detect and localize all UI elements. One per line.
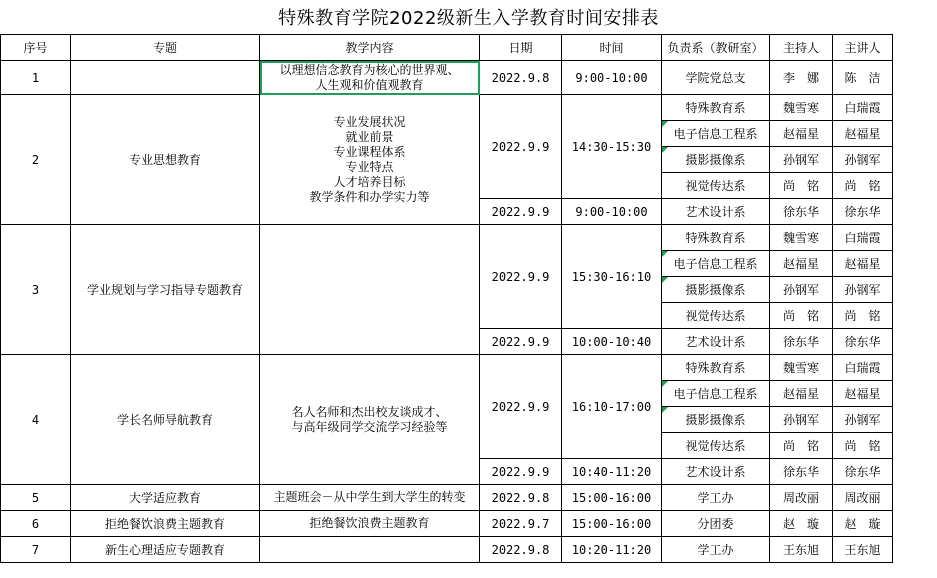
row-number-cell[interactable]: 1 <box>1 61 71 95</box>
host-cell[interactable]: 赵 璇 <box>770 511 833 537</box>
dept-cell[interactable]: 艺术设计系 <box>662 329 770 355</box>
speaker-cell[interactable]: 徐东华 <box>833 459 893 485</box>
table-row <box>1 95 893 121</box>
content-cell[interactable] <box>260 225 480 355</box>
topic-cell[interactable] <box>71 61 260 95</box>
speaker-cell[interactable]: 赵福星 <box>833 121 893 147</box>
host-cell[interactable]: 徐东华 <box>770 199 833 225</box>
content-line: 人才培养目标 <box>333 174 406 189</box>
table-row <box>1 537 893 563</box>
dept-cell[interactable]: 特殊教育系 <box>662 355 770 381</box>
speaker-cell[interactable]: 周改丽 <box>833 485 893 511</box>
host-cell[interactable]: 赵福星 <box>770 251 833 277</box>
content-line: 专业特点 <box>345 159 394 174</box>
table-row <box>1 355 893 381</box>
host-cell[interactable]: 孙钢军 <box>770 407 833 433</box>
dept-cell[interactable]: 电子信息工程系 <box>662 381 770 407</box>
time-cell[interactable]: 14:30-15:30 <box>562 95 662 199</box>
content-line: 就业前景 <box>345 129 394 144</box>
dept-cell[interactable]: 视觉传达系 <box>662 303 770 329</box>
content-line: 名人名师和杰出校友谈成才、 <box>291 404 448 419</box>
topic-cell[interactable]: 学业规划与学习指导专题教育 <box>71 225 260 355</box>
host-cell[interactable]: 孙钢军 <box>770 147 833 173</box>
host-cell[interactable]: 尚 铭 <box>770 433 833 459</box>
host-cell[interactable]: 魏雪寒 <box>770 355 833 381</box>
dept-cell[interactable]: 电子信息工程系 <box>662 251 770 277</box>
date-cell[interactable]: 2022.9.8 <box>480 485 562 511</box>
speaker-cell[interactable]: 陈 洁 <box>833 61 893 95</box>
host-cell[interactable]: 王东旭 <box>770 537 833 563</box>
time-cell[interactable]: 10:40-11:20 <box>562 459 662 485</box>
date-cell[interactable]: 2022.9.9 <box>480 95 562 199</box>
dept-cell[interactable]: 学院党总支 <box>662 61 770 95</box>
header-topic[interactable]: 专题 <box>71 35 260 61</box>
date-cell[interactable]: 2022.9.9 <box>480 459 562 485</box>
dept-cell[interactable]: 学工办 <box>662 537 770 563</box>
topic-cell[interactable]: 专业思想教育 <box>71 95 260 225</box>
dept-cell[interactable]: 电子信息工程系 <box>662 121 770 147</box>
dept-cell[interactable]: 艺术设计系 <box>662 199 770 225</box>
dept-cell[interactable]: 摄影摄像系 <box>662 277 770 303</box>
speaker-cell[interactable]: 王东旭 <box>833 537 893 563</box>
header-content[interactable]: 教学内容 <box>260 35 480 61</box>
speaker-cell[interactable]: 孙钢军 <box>833 277 893 303</box>
date-cell[interactable]: 2022.9.8 <box>480 537 562 563</box>
row-number-cell[interactable]: 5 <box>1 485 71 511</box>
speaker-cell[interactable]: 赵 璇 <box>833 511 893 537</box>
header-host[interactable]: 主持人 <box>770 35 833 61</box>
header-no[interactable]: 序号 <box>1 35 71 61</box>
dept-cell[interactable]: 摄影摄像系 <box>662 407 770 433</box>
time-cell[interactable]: 15:30-16:10 <box>562 225 662 329</box>
host-cell[interactable]: 魏雪寒 <box>770 225 833 251</box>
time-cell[interactable]: 10:20-11:20 <box>562 537 662 563</box>
speaker-cell[interactable]: 赵福星 <box>833 251 893 277</box>
dept-cell[interactable]: 分团委 <box>662 511 770 537</box>
content-cell[interactable] <box>260 95 480 225</box>
time-cell[interactable]: 9:00-10:00 <box>562 199 662 225</box>
speaker-cell[interactable]: 白瑞霞 <box>833 225 893 251</box>
table-row <box>1 225 893 251</box>
speaker-cell[interactable]: 孙钢军 <box>833 147 893 173</box>
dept-cell[interactable]: 特殊教育系 <box>662 225 770 251</box>
content-line: 与高年级同学交流学习经验等 <box>291 419 448 434</box>
content-line: 专业课程体系 <box>333 144 406 159</box>
content-line: 教学条件和办学实力等 <box>309 189 430 204</box>
content-line: 专业发展状况 <box>333 114 406 129</box>
speaker-cell[interactable]: 尚 铭 <box>833 303 893 329</box>
dept-cell[interactable]: 视觉传达系 <box>662 173 770 199</box>
date-cell[interactable]: 2022.9.9 <box>480 199 562 225</box>
speaker-cell[interactable]: 白瑞霞 <box>833 355 893 381</box>
time-cell[interactable]: 16:10-17:00 <box>562 355 662 459</box>
content-line: 主题班会－从中学生到大学生的转变 <box>273 490 466 504</box>
dept-cell[interactable]: 艺术设计系 <box>662 459 770 485</box>
date-cell[interactable]: 2022.9.7 <box>480 511 562 537</box>
schedule-table <box>0 34 893 563</box>
row-number-cell[interactable]: 3 <box>1 225 71 355</box>
sheet-title: 特殊教育学院2022级新生入学教育时间安排表 <box>278 8 659 29</box>
dept-cell[interactable]: 摄影摄像系 <box>662 147 770 173</box>
row-number-cell[interactable]: 7 <box>1 537 71 563</box>
content-line: 拒绝餐饮浪费主题教育 <box>309 516 430 530</box>
content-cell[interactable] <box>260 485 480 511</box>
host-cell[interactable]: 周改丽 <box>770 485 833 511</box>
date-cell[interactable]: 2022.9.8 <box>480 61 562 95</box>
topic-cell[interactable]: 学长名师导航教育 <box>71 355 260 485</box>
host-cell[interactable]: 赵福星 <box>770 121 833 147</box>
row-number-cell[interactable]: 6 <box>1 511 71 537</box>
dept-cell[interactable]: 特殊教育系 <box>662 95 770 121</box>
header-time[interactable]: 时间 <box>562 35 662 61</box>
row-number-cell[interactable]: 2 <box>1 95 71 225</box>
header-row <box>1 35 893 61</box>
date-cell[interactable]: 2022.9.9 <box>480 355 562 459</box>
date-cell[interactable]: 2022.9.9 <box>480 225 562 329</box>
speaker-cell[interactable]: 赵福星 <box>833 381 893 407</box>
host-cell[interactable]: 徐东华 <box>770 459 833 485</box>
time-cell[interactable]: 15:00-16:00 <box>562 511 662 537</box>
content-cell[interactable] <box>260 511 480 537</box>
speaker-cell[interactable]: 徐东华 <box>833 329 893 355</box>
time-cell[interactable]: 15:00-16:00 <box>562 485 662 511</box>
speaker-cell[interactable]: 孙钢军 <box>833 407 893 433</box>
row-number-cell[interactable]: 4 <box>1 355 71 485</box>
table-row <box>1 61 893 95</box>
table-row <box>1 485 893 511</box>
time-cell[interactable]: 9:00-10:00 <box>562 61 662 95</box>
dept-cell[interactable]: 学工办 <box>662 485 770 511</box>
host-cell[interactable]: 徐东华 <box>770 329 833 355</box>
dept-cell[interactable]: 视觉传达系 <box>662 433 770 459</box>
table-row <box>1 511 893 537</box>
content-cell[interactable] <box>260 61 480 95</box>
content-line: 以理想信念教育为核心的世界观、 <box>279 62 460 77</box>
header-date[interactable]: 日期 <box>480 35 562 61</box>
topic-cell[interactable]: 大学适应教育 <box>71 485 260 511</box>
host-cell[interactable]: 魏雪寒 <box>770 95 833 121</box>
host-cell[interactable]: 尚 铭 <box>770 303 833 329</box>
content-cell[interactable] <box>260 537 480 563</box>
host-cell[interactable]: 赵福星 <box>770 381 833 407</box>
speaker-cell[interactable]: 尚 铭 <box>833 173 893 199</box>
speaker-cell[interactable]: 徐东华 <box>833 199 893 225</box>
speaker-cell[interactable]: 尚 铭 <box>833 433 893 459</box>
topic-cell[interactable]: 拒绝餐饮浪费主题教育 <box>71 511 260 537</box>
content-line: 人生观和价值观教育 <box>315 77 424 92</box>
date-cell[interactable]: 2022.9.9 <box>480 329 562 355</box>
host-cell[interactable]: 李 娜 <box>770 61 833 95</box>
content-cell[interactable] <box>260 355 480 485</box>
header-speaker[interactable]: 主讲人 <box>833 35 893 61</box>
host-cell[interactable]: 孙钢军 <box>770 277 833 303</box>
time-cell[interactable]: 10:00-10:40 <box>562 329 662 355</box>
header-dept[interactable]: 负责系（教研室） <box>662 35 770 61</box>
speaker-cell[interactable]: 白瑞霞 <box>833 95 893 121</box>
topic-cell[interactable]: 新生心理适应专题教育 <box>71 537 260 563</box>
host-cell[interactable]: 尚 铭 <box>770 173 833 199</box>
